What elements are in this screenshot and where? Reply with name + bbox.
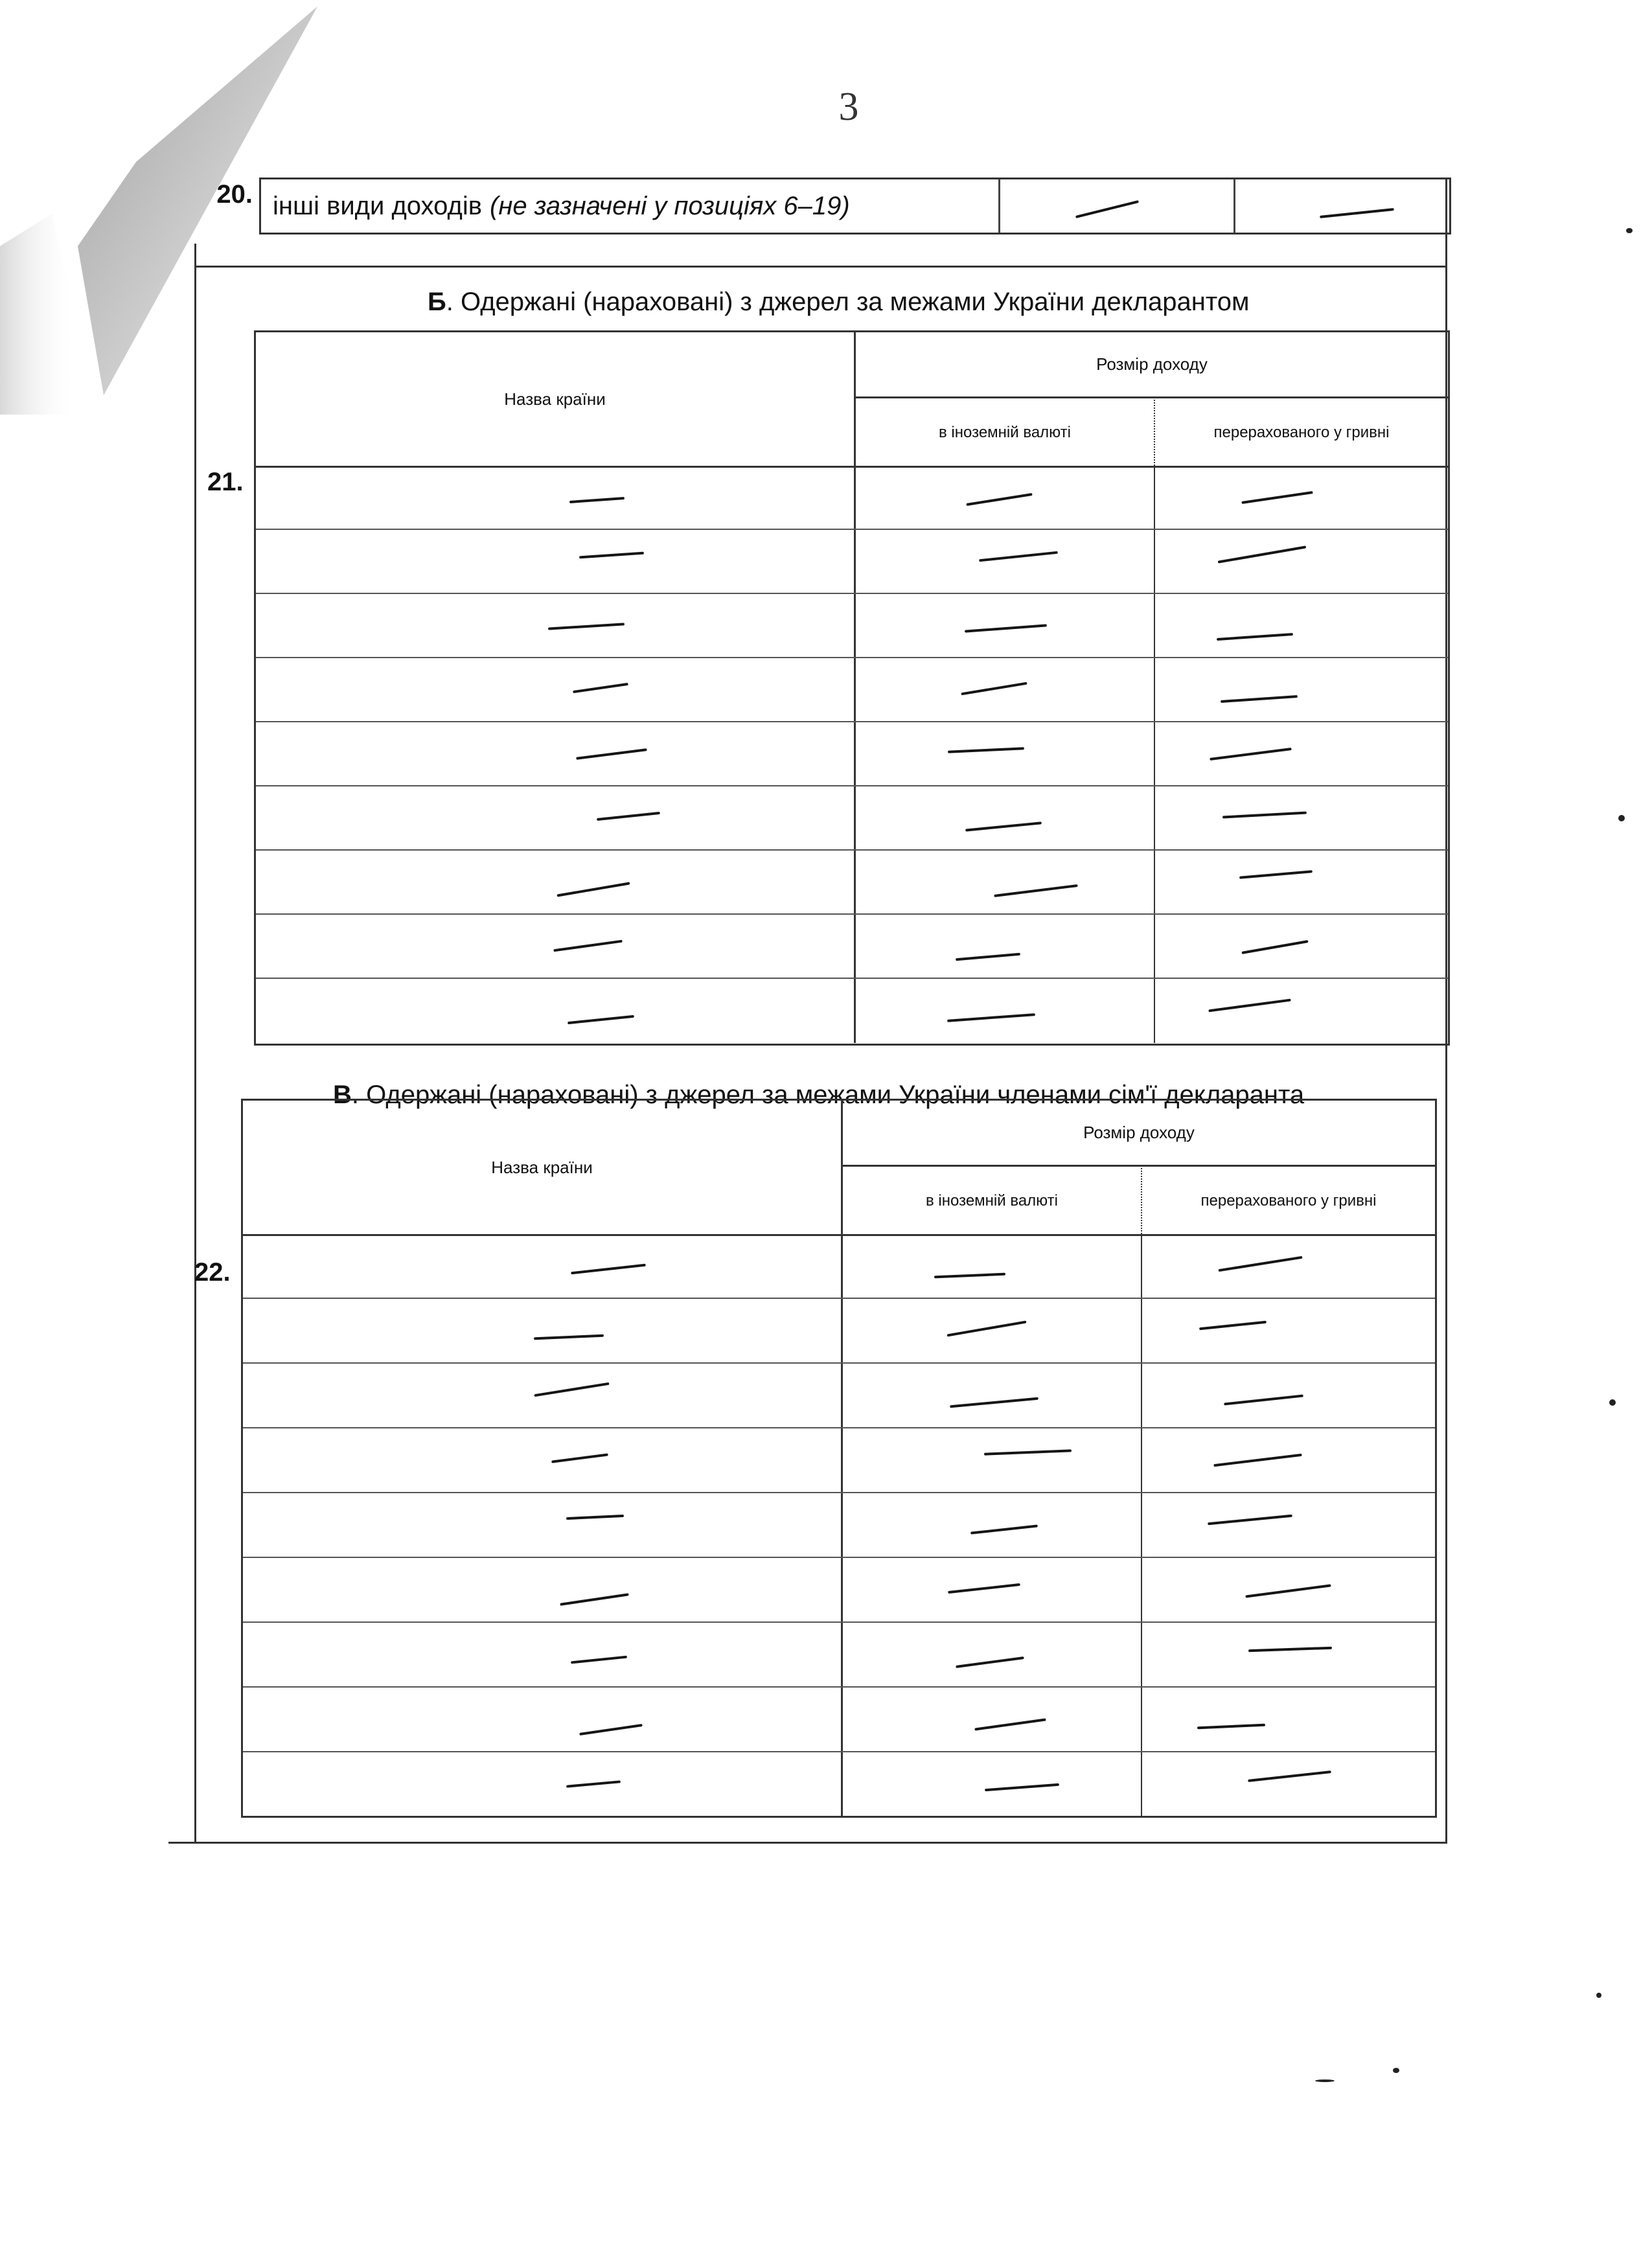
row-20	[259, 178, 1451, 235]
section-b-country-cell[interactable]	[256, 915, 856, 978]
section-v-foreign-currency-cell[interactable]	[843, 1623, 1142, 1686]
section-v-foreign-currency-cell[interactable]	[843, 1752, 1142, 1817]
section-b-row	[256, 658, 1448, 722]
handwritten-dash	[1245, 1584, 1331, 1598]
section-b-row	[256, 851, 1448, 915]
handwritten-dash	[566, 1515, 624, 1520]
handwritten-dash	[974, 1718, 1046, 1730]
section-v-uah-cell[interactable]	[1142, 1493, 1435, 1557]
handwritten-dash	[984, 1449, 1072, 1455]
handwritten-dash	[551, 1453, 608, 1463]
handwritten-dash	[947, 1013, 1035, 1022]
section-v-row	[243, 1623, 1435, 1688]
section-b-country-cell[interactable]	[256, 466, 856, 529]
section-divider	[194, 266, 1447, 268]
section-b-row	[256, 466, 1448, 530]
handwritten-dash	[961, 682, 1027, 696]
section-v-uah-cell[interactable]	[1142, 1688, 1435, 1751]
section-v-row	[243, 1234, 1435, 1299]
col-uah-header: перерахованого у гривні	[1213, 424, 1390, 441]
section-v-letter: В	[333, 1081, 352, 1109]
row-22-number: 22.	[194, 1258, 231, 1287]
section-v-foreign-currency-cell[interactable]	[843, 1688, 1142, 1751]
section-b-foreign-currency-cell[interactable]	[856, 786, 1155, 849]
handwritten-dash	[566, 1780, 621, 1787]
row-21-number: 21.	[207, 468, 244, 496]
section-v-country-cell[interactable]	[243, 1364, 843, 1427]
handwritten-dash	[534, 1382, 609, 1397]
section-v-uah-cell[interactable]	[1142, 1623, 1435, 1686]
section-b-row	[256, 594, 1448, 658]
row-20-foreign-cell[interactable]	[1000, 179, 1235, 233]
handwritten-dash	[956, 1656, 1024, 1668]
section-b-foreign-currency-cell[interactable]	[856, 851, 1155, 913]
handwritten-dash	[548, 623, 625, 630]
section-b-country-cell[interactable]	[256, 851, 856, 913]
col-country-header: Назва країни	[243, 1101, 843, 1234]
handwritten-dash	[560, 1593, 628, 1606]
handwritten-dash	[1208, 1515, 1292, 1526]
section-v-foreign-currency-cell[interactable]	[843, 1558, 1142, 1621]
section-v-table-header	[243, 1101, 1435, 1236]
section-b-uah-cell[interactable]	[1155, 915, 1448, 978]
section-v-uah-cell[interactable]	[1142, 1752, 1435, 1817]
section-v-row	[243, 1752, 1435, 1817]
col-foreign-currency-header: в іноземній валюті	[856, 400, 1155, 466]
col-country-header: Назва країни	[256, 332, 856, 466]
section-b-uah-cell[interactable]	[1155, 530, 1448, 593]
section-b-row	[256, 722, 1448, 786]
section-v-row	[243, 1493, 1435, 1558]
handwritten-dash	[985, 1783, 1059, 1792]
handwritten-dash	[956, 953, 1020, 961]
col-income-size-header: Розмір доходу	[856, 332, 1448, 398]
section-v-uah-cell[interactable]	[1142, 1299, 1435, 1362]
section-v-country-cell[interactable]	[243, 1623, 843, 1686]
handwritten-dash	[571, 1264, 646, 1275]
section-v-country-cell[interactable]	[243, 1752, 843, 1817]
handwritten-dash	[1218, 545, 1307, 563]
section-v-uah-cell[interactable]	[1142, 1428, 1435, 1492]
section-b-uah-cell[interactable]	[1155, 594, 1448, 657]
handwritten-dash	[1248, 1770, 1331, 1782]
handwritten-dash	[970, 1524, 1038, 1534]
handwritten-dash	[1222, 811, 1307, 818]
section-b-foreign-currency-cell[interactable]	[856, 466, 1155, 529]
section-v-title-text: . Одержані (нараховані) з джерел за межами України членами сім'ї декларанта	[351, 1081, 1305, 1109]
section-b-country-cell[interactable]	[256, 530, 856, 593]
section-b-uah-cell[interactable]	[1155, 979, 1448, 1043]
section-v-uah-cell[interactable]	[1142, 1364, 1435, 1427]
section-b-country-cell[interactable]	[256, 658, 856, 721]
handwritten-dash	[1217, 633, 1293, 641]
scan-speck	[1315, 2079, 1335, 2082]
row-20-label: інші види доходів	[273, 191, 482, 220]
section-v-foreign-currency-cell[interactable]	[843, 1493, 1142, 1557]
scan-speck	[1609, 1399, 1616, 1406]
section-b-foreign-currency-cell[interactable]	[856, 658, 1155, 721]
handwritten-dash	[948, 1583, 1020, 1594]
handwritten-dash	[979, 551, 1058, 562]
handwritten-dash	[947, 1320, 1027, 1336]
handwritten-dash	[1208, 999, 1291, 1013]
section-v-row	[243, 1428, 1435, 1493]
row-20-label-cell	[261, 179, 1000, 233]
section-v-foreign-currency-cell[interactable]	[843, 1364, 1142, 1427]
handwritten-dash	[1218, 1256, 1302, 1272]
col-income-size-header: Розмір доходу	[843, 1101, 1435, 1167]
section-v-table	[241, 1099, 1437, 1818]
section-v-uah-cell[interactable]	[1142, 1558, 1435, 1621]
section-b-foreign-currency-cell[interactable]	[856, 979, 1155, 1043]
section-v-country-cell[interactable]	[243, 1428, 843, 1492]
row-20-number: 20.	[216, 180, 253, 209]
handwritten-dash	[534, 1334, 604, 1340]
handwritten-dash	[994, 884, 1077, 897]
handwritten-dash	[573, 683, 628, 693]
scan-speck	[1393, 2068, 1399, 2073]
section-v-row	[243, 1299, 1435, 1364]
section-v-row	[243, 1558, 1435, 1623]
handwritten-dash	[1239, 870, 1313, 879]
handwritten-dash	[1248, 1647, 1332, 1652]
handwritten-dash	[1241, 940, 1308, 954]
col-foreign-currency-header: в іноземній валюті	[843, 1168, 1142, 1234]
section-b-table	[254, 330, 1450, 1046]
section-v-country-cell[interactable]	[243, 1558, 843, 1621]
handwritten-dash	[569, 497, 625, 503]
section-b-table-header	[256, 332, 1448, 468]
section-b-country-cell[interactable]	[256, 722, 856, 785]
col-uah-header: перерахованого у гривні	[1200, 1192, 1377, 1209]
scan-speck	[1618, 815, 1625, 821]
handwritten-dash	[579, 552, 644, 559]
section-b-uah-cell[interactable]	[1155, 851, 1448, 913]
section-v-row	[243, 1688, 1435, 1752]
section-b-uah-cell[interactable]	[1155, 658, 1448, 721]
handwritten-dash	[1210, 748, 1292, 761]
handwritten-dash	[579, 1724, 643, 1735]
section-b-country-cell[interactable]	[256, 979, 856, 1043]
section-b-row	[256, 915, 1448, 979]
section-b-uah-cell[interactable]	[1155, 722, 1448, 785]
scan-speck	[1596, 1993, 1601, 1998]
handwritten-dash	[965, 624, 1047, 632]
section-b-foreign-currency-cell[interactable]	[856, 594, 1155, 657]
section-b-foreign-currency-cell[interactable]	[856, 530, 1155, 593]
section-b-row	[256, 979, 1448, 1043]
section-b-uah-cell[interactable]	[1155, 786, 1448, 849]
section-v-country-cell[interactable]	[243, 1493, 843, 1557]
section-v-foreign-currency-cell[interactable]	[843, 1234, 1142, 1298]
section-v-foreign-currency-cell[interactable]	[843, 1428, 1142, 1492]
section-b-row	[256, 786, 1448, 851]
row-20-uah-cell[interactable]	[1235, 179, 1449, 233]
handwritten-dash	[1241, 491, 1313, 504]
section-b-uah-cell[interactable]	[1155, 466, 1448, 529]
handwritten-dash	[576, 748, 647, 760]
handwritten-dash	[950, 1397, 1038, 1408]
handwritten-dash	[1224, 1394, 1303, 1405]
section-b-country-cell[interactable]	[256, 594, 856, 657]
section-b-row	[256, 530, 1448, 594]
handwritten-dash	[1221, 695, 1298, 703]
handwritten-dash	[934, 1273, 1005, 1279]
section-b-foreign-currency-cell[interactable]	[856, 722, 1155, 785]
section-v-foreign-currency-cell[interactable]	[843, 1299, 1142, 1362]
handwritten-dash	[553, 940, 623, 952]
section-v-country-cell[interactable]	[243, 1299, 843, 1362]
section-v-uah-cell[interactable]	[1142, 1234, 1435, 1298]
handwritten-dash	[965, 821, 1042, 831]
handwritten-dash	[568, 1015, 634, 1024]
handwritten-dash	[1199, 1321, 1267, 1331]
section-b-country-cell[interactable]	[256, 786, 856, 849]
section-b-title	[428, 288, 1250, 317]
handwritten-dash	[1197, 1724, 1265, 1730]
section-v-country-cell[interactable]	[243, 1234, 843, 1298]
section-b-letter: Б	[428, 288, 446, 316]
scan-speck	[1626, 228, 1633, 233]
handwritten-dash	[1075, 200, 1139, 218]
section-v-country-cell[interactable]	[243, 1688, 843, 1751]
handwritten-dash	[597, 812, 660, 821]
section-b-foreign-currency-cell[interactable]	[856, 915, 1155, 978]
section-b-title-text: . Одержані (нараховані) з джерел за межами України декларантом	[446, 288, 1250, 316]
handwritten-dash	[1213, 1454, 1302, 1467]
handwritten-dash	[571, 1656, 627, 1664]
handwritten-dash	[556, 882, 630, 897]
handwritten-dash	[966, 493, 1032, 506]
section-v-row	[243, 1364, 1435, 1428]
handwritten-dash	[1320, 208, 1394, 218]
handwritten-dash	[948, 747, 1024, 753]
page-number: 3	[838, 85, 859, 129]
row-20-label-note: (не зазначені у позиціях 6–19)	[490, 191, 850, 220]
